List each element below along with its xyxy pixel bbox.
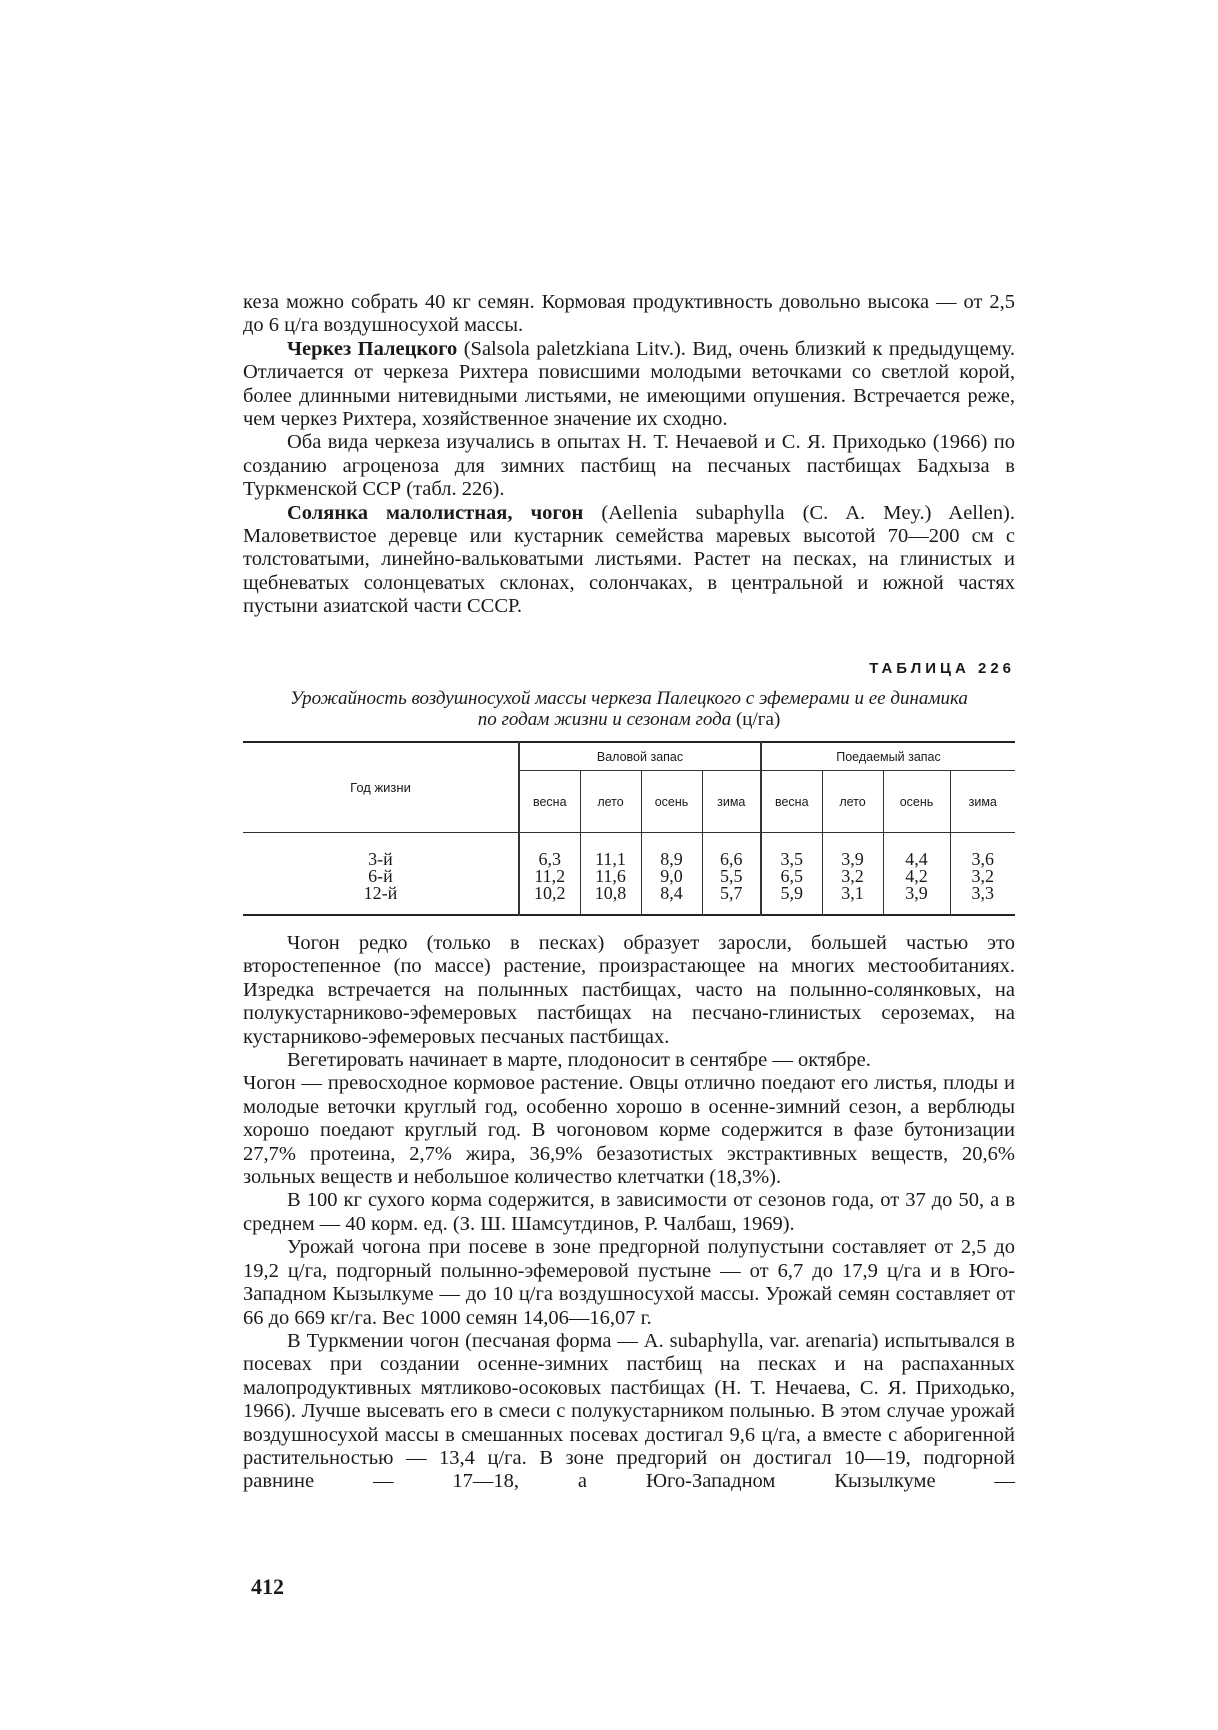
- table-caption-line-2-text: по годам жизни и сезонам года: [477, 709, 732, 730]
- value-cell: 3,6: [971, 849, 994, 869]
- header-eaten-summer: лето: [822, 771, 883, 833]
- value-cell: 4,2: [905, 866, 928, 886]
- gross-spring-column: [519, 833, 580, 916]
- paragraph-paletzkiana: [243, 338, 1015, 432]
- species-desc-paletzkiana: (Salsola paletzkiana Litv.). Вид, очень близкий к предыдущему. Отличается от черкеза Рихтера повисшими молодыми веточками со светлой корой, более длинными нитевидными листьями, не имеющими опушения. Встречается реже, чем черкез Рихтера, хозяйственное значение их сходно.: [243, 337, 1016, 431]
- value-cell: 5,9: [780, 883, 803, 903]
- species-name-chogon: Солянка малолистная, чогон: [287, 501, 584, 524]
- header-gross-winter: зима: [702, 771, 761, 833]
- value-cell: 3,5: [780, 849, 803, 869]
- table-caption-line-2: [243, 709, 1015, 730]
- value-cell: 6,3: [538, 849, 561, 869]
- text-block-bottom: [243, 932, 1015, 1494]
- table-caption-line-1: Урожайность воздушносухой массы черкеза Палецкого с эфемерами и ее динамика: [290, 688, 968, 709]
- paragraph-feed-value: Чогон — превосходное кормовое растение. Овцы отлично поедают его листья, плоды и молодые веточки круглый год, особенно хорошо в осенне-зимний сезон, а верблюды хорошо поедают круглый год. В чогоновом корме содержится в фазе бутонизации 27,7% протеина, 2,7% жира, 36,9% безазотистых экстрактивных веществ, 20,6% зольных веществ и небольшое количество клетчатки (18,3%).: [243, 1072, 1015, 1189]
- paragraph-vegetation: Вегетировать начинает в марте, плодоносит в сентябре — октябре.: [287, 1049, 871, 1072]
- table-number: ТАБЛИЦА 226: [869, 660, 1015, 677]
- header-eaten-autumn: осень: [883, 771, 950, 833]
- table-caption-unit: (ц/га): [731, 709, 781, 730]
- table-body-row: [243, 833, 1015, 916]
- paragraph-turkmenia: В Туркмении чогон (песчаная форма — A. subaphylla, var. arenaria) испытывался в посевах при создании осенне-зимних пастбищ на песках и на распаханных малопродуктивных мятликово-осоковых пастбищах (Н. Т. Нечаева, С. Я. Приходько, 1966). Лучше высевать его в смеси с полукустарником полынью. В этом случае урожай воздушносухой массы в смешанных посевах достигал 9,6 ц/га, а вместе с аборигенной растительностью — 13,4 ц/га. В зоне предгорий он достигал 10—19, подгорной равнине — 17—18, а Юго-Западном Кызылкуме —: [243, 1329, 1015, 1493]
- value-cell: 6,6: [720, 849, 743, 869]
- value-cell: 5,5: [720, 866, 743, 886]
- header-gross-summer: лето: [580, 771, 641, 833]
- paragraph-chogon: [243, 502, 1015, 619]
- eaten-summer-column: [822, 833, 883, 916]
- text-block-top: [243, 291, 1015, 619]
- gross-summer-column: [580, 833, 641, 916]
- year-cell: 12-й: [363, 883, 398, 903]
- eaten-autumn-column: [883, 833, 950, 916]
- value-cell: 3,3: [971, 883, 994, 903]
- page-number: 412: [251, 1574, 284, 1599]
- year-cell: 3-й: [368, 849, 393, 869]
- value-cell: 9,0: [660, 866, 683, 886]
- value-cell: 3,2: [841, 866, 864, 886]
- years-column: [243, 833, 519, 916]
- paragraph-yield: Урожай чогона при посеве в зоне предгорной полупустыни составляет от 2,5 до 19,2 ц/га, подгорный полынно-эфемеровой пустыне — от 6,7 до 17,9 ц/га и в Юго-Западном Кызылкуме — до 10 ц/га воздушносухой массы. Урожай семян составляет от 66 до 669 кг/га. Вес 1000 семян 14,06—16,07 г.: [243, 1236, 1015, 1329]
- value-cell: 4,4: [905, 849, 928, 869]
- species-desc-chogon: (Aellenia subaphylla (C. A. Mey.) Aellen). Маловетвистое деревце или кустарник семейства маревых высотой 70—200 см с толстоватыми, линейно-вальковатыми листьями. Растет на песках, на глинистых и щебневатых солонцеватых склонах, солончаках, в центральной и южной частях пустыни азиатской части СССР.: [243, 501, 1016, 618]
- value-cell: 10,8: [594, 883, 627, 903]
- year-cell: 6-й: [368, 866, 393, 886]
- value-cell: 3,1: [841, 883, 864, 903]
- value-cell: 3,2: [971, 866, 994, 886]
- header-gross-stock: Валовой запас: [519, 742, 761, 771]
- paragraph-feed-units: В 100 кг сухого корма содержится, в зависимости от сезонов года, от 37 до 50, а в среднем — 40 корм. ед. (З. Ш. Шамсутдинов, Р. Чалбаш, 1969).: [243, 1189, 1015, 1235]
- value-cell: 11,2: [534, 866, 566, 886]
- eaten-winter-column: [950, 833, 1015, 916]
- header-eaten-winter: зима: [950, 771, 1015, 833]
- value-cell: 5,7: [720, 883, 743, 903]
- header-gross-autumn: осень: [641, 771, 702, 833]
- species-name-paletzkiana: Черкез Палецкого: [287, 337, 458, 360]
- value-cell: 8,4: [660, 883, 683, 903]
- paragraph-both-species: Оба вида черкеза изучались в опытах Н. Т. Нечаевой и С. Я. Приходько (1966) по созданию агроценоза для зимних пастбищ на песчаных пастбищах Бадхыза в Туркменской ССР (табл. 226).: [243, 431, 1015, 501]
- value-cell: 11,1: [595, 849, 626, 869]
- value-cell: 3,9: [841, 849, 864, 869]
- value-cell: 3,9: [905, 883, 928, 903]
- header-gross-spring: весна: [519, 771, 580, 833]
- value-cell: 11,6: [595, 866, 626, 886]
- eaten-spring-column: [761, 833, 822, 916]
- header-year: Год жизни: [243, 742, 519, 833]
- header-eaten-stock: Поедаемый запас: [761, 742, 1015, 771]
- gross-autumn-column: [641, 833, 702, 916]
- yield-table: [243, 741, 1015, 916]
- value-cell: 6,5: [780, 866, 803, 886]
- value-cell: 10,2: [534, 883, 566, 903]
- paragraph-continued: кеза можно собрать 40 кг семян. Кормовая продуктивность довольно высока — от 2,5 до 6 ц/га воздушносухой массы.: [243, 291, 1015, 337]
- header-eaten-spring: весна: [761, 771, 822, 833]
- paragraph-chogon-habitat: Чогон редко (только в песках) образует заросли, большей частью это второстепенное (по массе) растение, произрастающее на многих местообитаниях. Изредка встречается на полынных пастбищах, часто на полынно-солянковых, на полукустарниково-эфемеровых пастбищах на песчано-глинистых сероземах, на кустарниково-эфемеровых песчаных пастбищах.: [243, 932, 1015, 1048]
- gross-winter-column: [702, 833, 761, 916]
- value-cell: 8,9: [660, 849, 683, 869]
- table-caption: [243, 688, 1015, 730]
